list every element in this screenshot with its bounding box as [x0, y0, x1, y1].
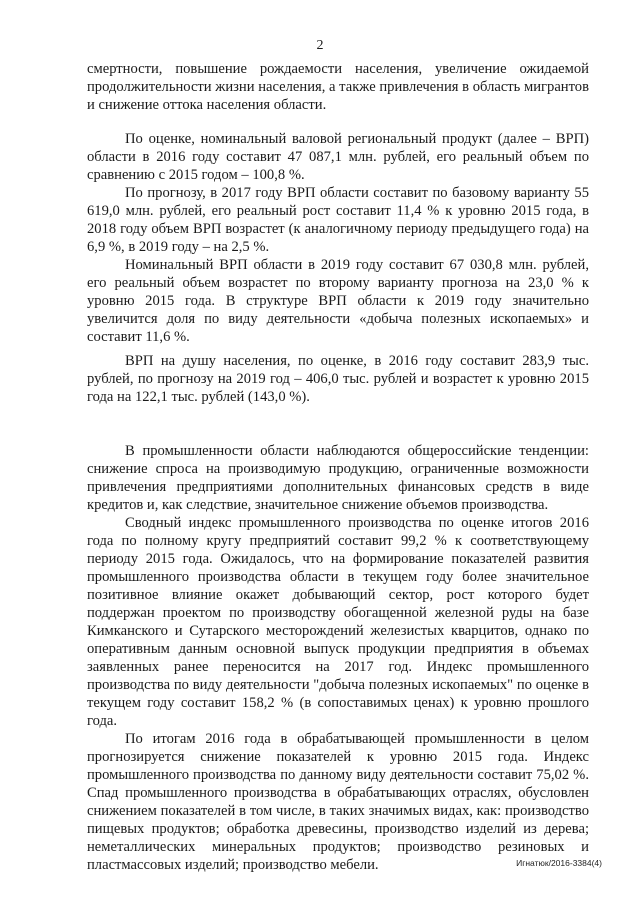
paragraph-7: Сводный индекс промышленного производства по оценке итогов 2016 года по полному кругу предприятий составит 99,2 % к соответствующему периоду 2015 года. Ожидалось, что на формирование показателей развития промышленного производства области в текущем году более значительное позитивное влияние окажет добывающий сектор, рост которого будет поддержан проектом по производству обогащенной железной руды на базе Кимканского и Сутарского месторождений железистых кварцитов, однако по оперативным данным основной выпуск продукции предприятия в объемах заявленных ранее переносится на 2017 год. Индекс промышленного производства по виду деятельности "добыча полезных ископаемых" по оценке в текущем году составит 158,2 % (в сопоставимых ценах) к уровню прошлого года.: [87, 515, 589, 729]
paragraph-4: Номинальный ВРП области в 2019 году составит 67 030,8 млн. рублей, его реальный объем возрастет по второму варианту прогноза на 23,0 % к уровню 2015 года. В структуре ВРП области к 2019 году значительно увеличится доля по виду деятельности «добыча полезных ископаемых» и составит 11,6 %.: [87, 257, 589, 345]
document-body: [87, 60, 589, 874]
paragraph-8: По итогам 2016 года в обрабатывающей промышленности в целом прогнозируется снижение показателей к уровню 2015 года. Индекс промышленного производства по данному виду деятельности составит 75,02 %. Спад промышленного производства в обрабатывающих отраслях, обусловлен снижением показателей в том числе, в таких значимых видах, как: производство пищевых продуктов; обработка древесины, производство изделий из дерева; неметаллических минеральных продуктов; производство резиновых и пластмассовых изделий; производство мебели.: [87, 731, 589, 873]
paragraph-5: ВРП на душу населения, по оценке, в 2016 году составит 283,9 тыс. рублей, по прогнозу на 2019 год – 406,0 тыс. рублей и возрастет к уровню 2015 года на 122,1 тыс. рублей (143,0 %).: [87, 353, 589, 405]
paragraph-2: По оценке, номинальный валовой региональный продукт (далее – ВРП) области в 2016 году составит 47 087,1 млн. рублей, его реальный объем по сравнению с 2015 годом – 100,8 %.: [87, 131, 589, 183]
page-number: 2: [316, 38, 324, 53]
paragraph-3: По прогнозу, в 2017 году ВРП области составит по базовому варианту 55 619,0 млн. рублей, его реальный рост составит 11,4 % к уровню 2015 года, в 2018 году объем ВРП возрастет (к аналогичному периоду предыдущего года) на 6,9 %, в 2019 году – на 2,5 %.: [87, 185, 589, 255]
paragraph-6: В промышленности области наблюдаются общероссийские тенденции: снижение спроса на производимую продукцию, ограниченные возможности привлечения предприятиями дополнительных финансовых средств в виде кредитов и, как следствие, значительное снижение объемов производства.: [87, 443, 589, 513]
footer-reference: Игнатюк/2016-3384(4): [516, 858, 602, 868]
paragraph-1: смертности, повышение рождаемости населения, увеличение ожидаемой продолжительности жизни населения, а также привлечения в область мигрантов и снижение оттока населения области.: [87, 61, 589, 113]
